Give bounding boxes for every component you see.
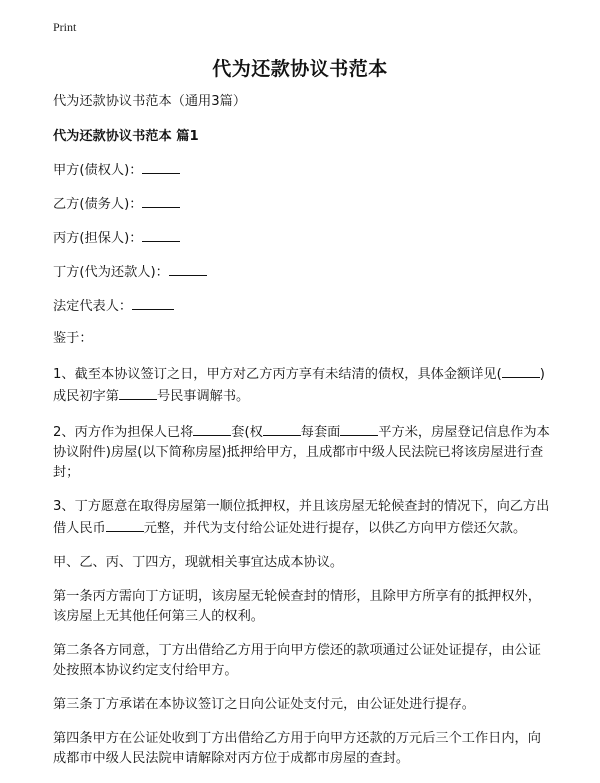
clause-text: 每套面: [300, 425, 341, 440]
clause-3: [53, 497, 553, 539]
article-1: 第一条丙方需向丁方证明，该房屋无轮候查封的情形，且除甲方所享有的抵押权外，该房屋上无其他任何第三人的权利。: [53, 589, 541, 624]
article-2: 第二条各方同意，丁方出借给乙方用于向甲方偿还的款项通过公证处证提存，由公证处按照本协议约定支付给甲方。: [53, 643, 541, 678]
clause-text: )成民初字第: [53, 367, 545, 404]
document-title: 代为还款协议书范本: [212, 58, 388, 80]
blank-line: [142, 193, 180, 208]
field-guarantor: [53, 227, 553, 249]
blank-line: [142, 227, 180, 242]
field-legal-representative: [53, 295, 553, 317]
clause-text: 元整，并代为支付给公证处进行提存，以供乙方向甲方偿还欠款。: [143, 521, 527, 536]
blank-line: [340, 421, 378, 436]
clause-text: 1、截至本协议签订之日，甲方对乙方丙方享有未结清的债权，具体金额详见: [53, 367, 497, 382]
field-label: 丁方(代为还款人)：: [53, 265, 169, 280]
blank-line: [106, 517, 144, 532]
whereas-heading: 鉴于：: [53, 331, 93, 346]
clause-text: 号民事调解书。: [156, 389, 250, 404]
blank-line: [502, 363, 540, 378]
clause-text: 套(权: [231, 425, 263, 440]
agreement-statement: 甲、乙、丙、丁四方，现就相关事宜达成本协议。: [53, 555, 344, 570]
clause-text: (: [496, 367, 502, 382]
field-label: 法定代表人：: [53, 299, 133, 314]
field-substitute-payer: [53, 261, 553, 283]
field-label: 乙方(债务人)：: [53, 197, 143, 212]
document-body: [53, 92, 553, 783]
field-label: 甲方(债权人)：: [53, 163, 143, 178]
blank-line: [132, 295, 174, 310]
blank-line: [193, 421, 231, 436]
field-creditor: [53, 159, 553, 181]
clause-text: 2、丙方作为担保人已将: [53, 425, 194, 440]
article-3: 第三条丁方承诺在本协议签订之日向公证处支付元，由公证处进行提存。: [53, 697, 475, 712]
blank-line: [119, 385, 157, 400]
field-label: 丙方(担保人)：: [53, 231, 143, 246]
blank-line: [142, 159, 180, 174]
article-4: 第四条甲方在公证处收到丁方出借给乙方用于向甲方还款的万元后三个工作日内，向成都市中级人民法院申请解除对丙方位于成都市房屋的查封。: [53, 731, 541, 766]
document-subtitle: 代为还款协议书范本（通用3篇）: [53, 94, 247, 109]
field-debtor: [53, 193, 553, 215]
blank-line: [263, 421, 301, 436]
clause-2: [53, 421, 553, 483]
section-heading: 代为还款协议书范本 篇1: [53, 129, 199, 144]
blank-line: [169, 261, 207, 276]
clause-1: [53, 363, 553, 407]
clause-text: 3、丁方愿意在取得房屋第一顺位抵押权，并且该房屋无轮候查封的情况下，向乙方出借人民币: [53, 499, 550, 536]
clause-text: 平方米，房屋登记信息作为本协议附件)房屋(以下简称房屋)抵押给甲方，且成都市中级人民法院已将该房屋进行查封；: [53, 425, 550, 480]
print-link[interactable]: Print: [53, 20, 77, 34]
